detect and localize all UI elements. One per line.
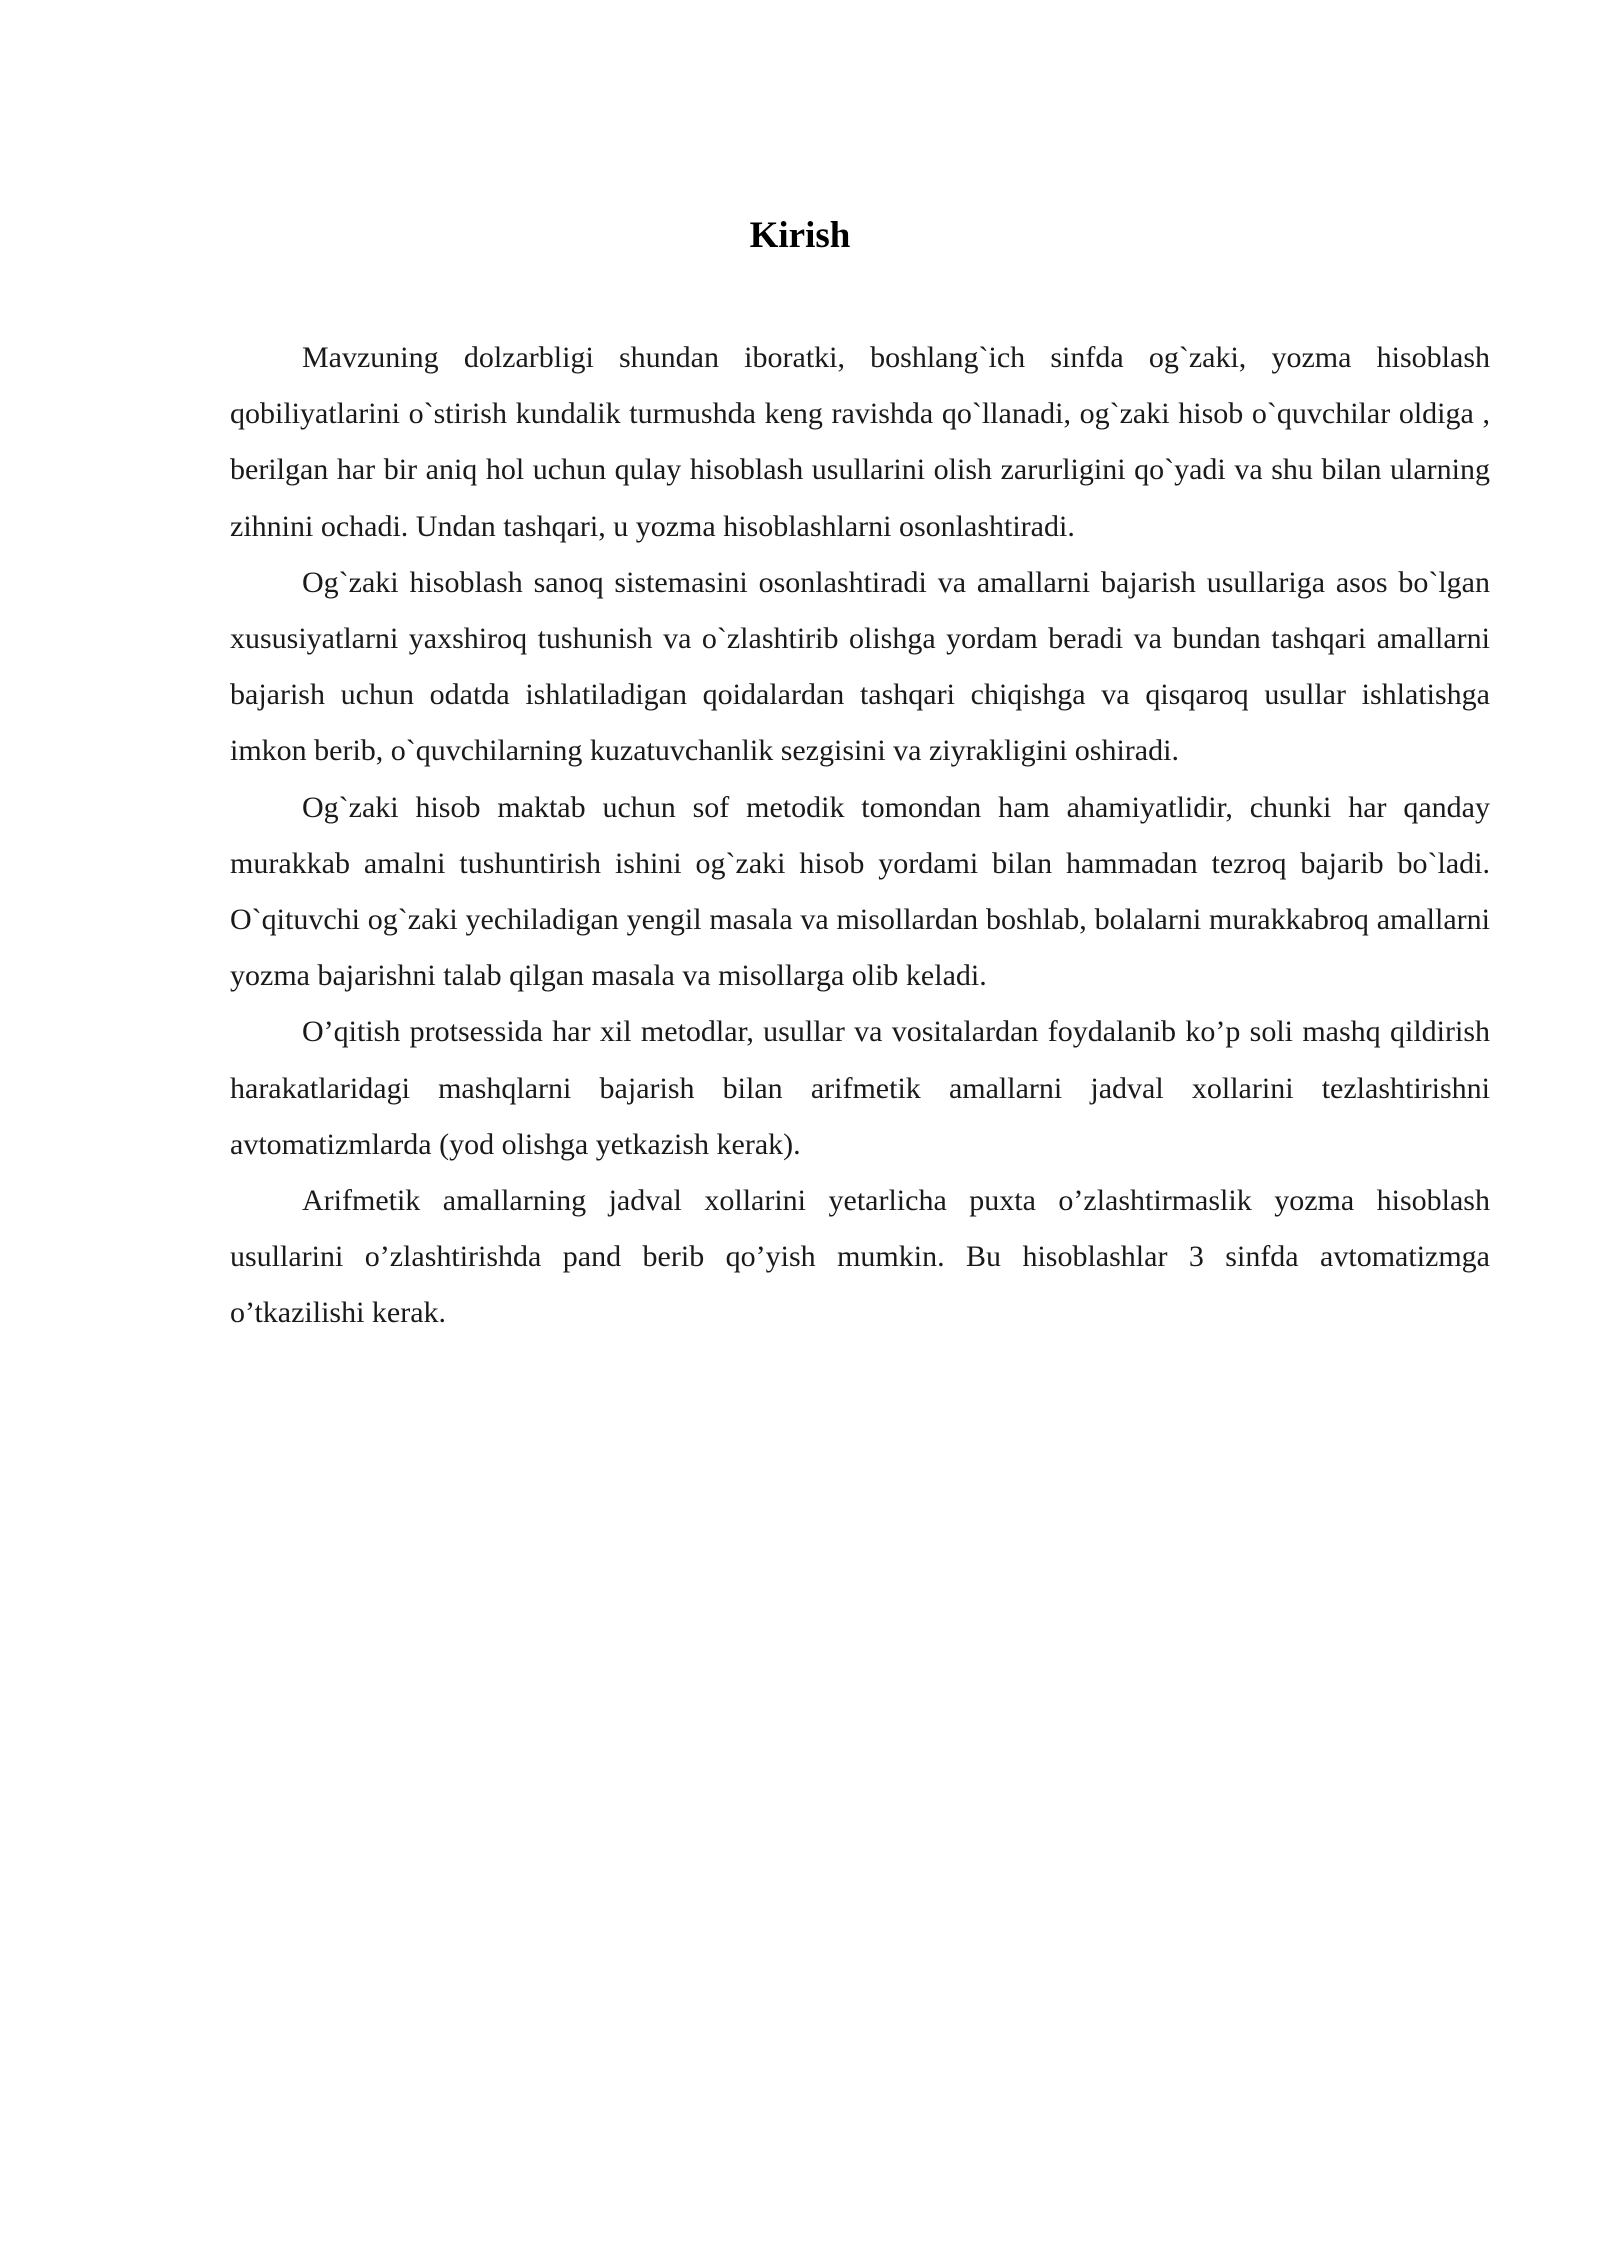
page-title: Kirish <box>749 215 851 256</box>
paragraph-3: Og`zaki hisob maktab uchun sof metodik tomondan ham ahamiyatlidir, chunki har qanday murakkab amalni tushuntirish ishini og`zaki hisob yordami bilan hammadan tezroq bajarib bo`ladi. O`qituvchi og`zaki yechiladigan yengil masala va misollardan boshlab, bolalarni murakkabroq amallarni yozma bajarishni talab qilgan masala va misollarga olib keladi. <box>230 790 1490 993</box>
paragraph-1: Mavzuning dolzarbligi shundan iboratki, boshlang`ich sinfda og`zaki, yozma hisoblash qobiliyatlarini o`stirish kundalik turmushda keng ravishda qo`llanadi, og`zaki hisob o`quvchilar oldiga , berilgan har bir aniq hol uchun qulay hisoblash usullarini olish zarurligini qo`yadi va shu bilan ularning zihnini ochadi. Undan tashqari, u yozma hisoblashlarni osonlashtiradi. <box>230 341 1490 543</box>
paragraph-4: O’qitish protsessida har xil metodlar, usullar va vositalardan foydalanib ko’p soli mashq qildirish harakatlaridagi mashqlarni bajarish bilan arifmetik amallarni jadval xollarini tezlashtirishni avtomatizmlarda (yod olishga yetkazish kerak). <box>230 1015 1490 1161</box>
document-body <box>230 330 1490 1342</box>
paragraph-5: Arifmetik amallarning jadval xollarini yetarlicha puxta o’zlashtirmaslik yozma hisoblash usullarini o’zlashtirishda pand berib qo’yish mumkin. Bu hisoblashlar 3 sinfda avtomatizmga o’tkazilishi kerak. <box>230 1184 1490 1330</box>
paragraph-2: Og`zaki hisoblash sanoq sistemasini osonlashtiradi va amallarni bajarish usullariga asos bo`lgan xususiyatlarni yaxshiroq tushunish va o`zlashtirib olishga yordam beradi va bundan tashqari amallarni bajarish uchun odatda ishlatiladigan qoidalardan tashqari chiqishga va qisqaroq usullar ishlatishga imkon berib, o`quvchilarning kuzatuvchanlik sezgisini va ziyrakligini oshiradi. <box>230 565 1490 768</box>
